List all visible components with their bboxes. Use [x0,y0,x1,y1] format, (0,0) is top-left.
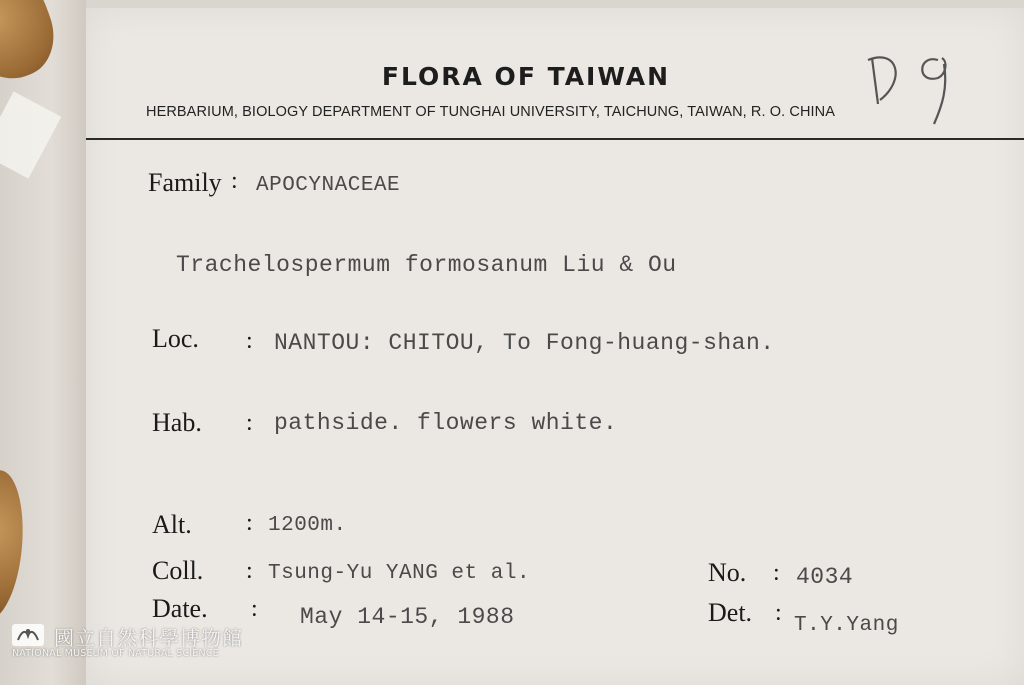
family-value: APOCYNACEAE [256,174,401,197]
herbarium-label [86,8,1024,685]
loc-value: NANTOU: CHITOU, To Fong-huang-shan. [274,330,775,356]
no-colon: : [773,560,780,586]
label-subtitle: HERBARIUM, BIOLOGY DEPARTMENT OF TUNGHAI UNIVERSITY, TAICHUNG, TAIWAN, R. O. CHINA [146,104,835,120]
leaf-fragment-bottom [0,468,28,622]
family-label: Family [148,168,222,197]
museum-name-english: NATIONAL MUSEUM OF NATURAL SCIENCE [12,648,219,659]
det-colon: : [775,600,782,626]
leaf-fragment-top [0,0,66,92]
no-value: 4034 [796,564,854,590]
loc-colon: : [246,328,253,354]
museum-logo-icon [12,624,44,646]
no-label: No. [708,558,747,587]
mounting-tape [0,91,61,178]
date-value: May 14-15, 1988 [300,604,515,630]
museum-name-chinese: 國立自然科學博物館 [54,626,243,650]
handwritten-mark [858,40,968,130]
date-label: Date. [152,594,208,623]
det-label: Det. [708,598,753,627]
coll-colon: : [246,558,253,584]
coll-label: Coll. [152,556,204,585]
loc-label: Loc. [152,324,199,353]
hab-value: pathside. flowers white. [274,410,618,436]
date-colon: : [251,596,258,622]
specimen-sheet-edge [0,0,86,685]
family-colon: : [231,168,238,194]
header-divider [86,138,1024,140]
det-value: T.Y.Yang [794,614,899,637]
label-title: FLORA OF TAIWAN [381,62,671,91]
alt-value: 1200m. [268,514,347,537]
alt-label: Alt. [152,510,192,539]
museum-watermark [8,622,278,662]
coll-value: Tsung-Yu YANG et al. [268,562,531,585]
hab-colon: : [246,410,253,436]
species-name: Trachelospermum formosanum Liu & Ou [176,252,677,278]
alt-colon: : [246,510,253,536]
hab-label: Hab. [152,408,202,437]
